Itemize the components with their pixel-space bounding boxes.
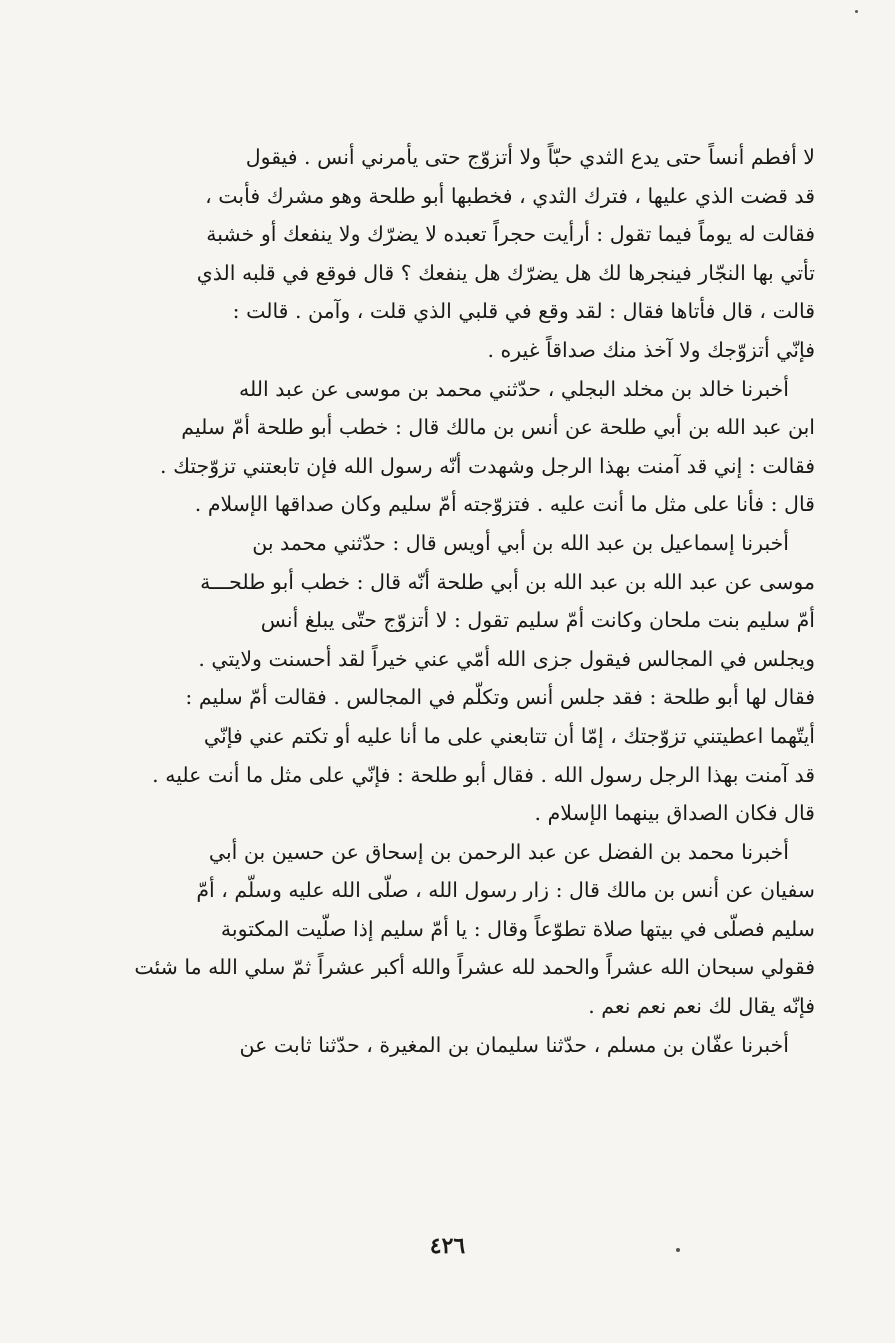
- text-line: سفيان عن أنس بن مالك قال : زار رسول الله ، صلّى الله عليه وسلّم ، أمّ: [196, 878, 815, 903]
- text-line: فقالت له يوماً فيما تقول : أرأيت حجراً تعبده لا يضرّك ولا ينفعك أو خشبة: [206, 222, 815, 247]
- text-line: قالت ، قال فأتاها فقال : لقد وقع في قلبي الذي قلت ، وآمن . قالت :: [232, 299, 815, 324]
- text-line: ويجلس في المجالس فيقول جزى الله أمّي عني خيراً لقد أحسنت ولايتي .: [198, 646, 815, 671]
- text-line: لا أفطم أنساً حتى يدع الثدي حبّاً ولا أتزوّج حتى يأمرني أنس . فيقول: [245, 145, 815, 169]
- text-line: أخبرنا خالد بن مخلد البجلي ، حدّثني محمد بن موسى عن عبد الله: [239, 376, 789, 401]
- text-line: أيتّهما اعطيتني تزوّجتك ، إمّا أن تتابعني على ما أنا عليه أو تكتم عني فإنّي: [203, 723, 815, 748]
- text-line: أمّ سليم بنت ملحان وكانت أمّ سليم تقول : لا أتزوّج حتّى يبلغ أنس: [260, 608, 815, 633]
- text-line: قد آمنت بهذا الرجل رسول الله . فقال أبو طلحة : فإنّي على مثل ما أنت عليه .: [152, 762, 815, 787]
- body-text: [96, 138, 815, 1064]
- text-line: قال : فأنا على مثل ما أنت عليه . فتزوّجته أمّ سليم وكان صداقها الإسلام .: [194, 492, 815, 517]
- text-line: قال فكان الصداق بينهما الإسلام .: [534, 801, 815, 826]
- text-line: أخبرنا عفّان بن مسلم ، حدّثنا سليمان بن المغيرة ، حدّثنا ثابت عن: [239, 1032, 789, 1057]
- text-line: موسى عن عبد الله بن عبد الله بن أبي طلحة أنّه قال : خطب أبو طلحـــة: [200, 569, 815, 594]
- text-line: أخبرنا محمد بن الفضل عن عبد الرحمن بن إسحاق عن حسين بن أبي: [208, 839, 789, 864]
- text-line: قد قضت الذي عليها ، فترك الثدي ، فخطبها أبو طلحة وهو مشرك فأبت ،: [205, 183, 815, 208]
- ink-speck: [855, 10, 858, 13]
- text-line: فقولي سبحان الله عشراً والحمد لله عشراً والله أكبر عشراً ثمّ سلي الله ما شئت: [134, 955, 815, 980]
- text-line: فقالت : إني قد آمنت بهذا الرجل وشهدت أنّه رسول الله فإن تابعتني تزوّجتك .: [160, 453, 815, 478]
- text-line: أخبرنا إسماعيل بن عبد الله بن أبي أويس قال : حدّثني محمد بن: [252, 530, 789, 555]
- text-line: سليم فصلّى في بيتها صلاة تطوّعاً وقال : يا أمّ سليم إذا صلّيت المكتوبة: [220, 916, 815, 941]
- text-line: فإنّي أتزوّجك ولا آخذ منك صداقاً غيره .: [487, 337, 815, 362]
- text-line: فقال لها أبو طلحة : فقد جلس أنس وتكلّم في المجالس . فقالت أمّ سليم :: [185, 685, 815, 710]
- text-line: تأتي بها النجّار فينجرها لك هل يضرّك هل ينفعك ؟ قال فوقع في قلبه الذي: [196, 260, 815, 285]
- text-line: ابن عبد الله بن أبي طلحة عن أنس بن مالك قال : خطب أبو طلحة أمّ سليم: [181, 415, 815, 440]
- text-line: فإنّه يقال لك نعم نعم نعم .: [588, 994, 815, 1019]
- page-number: ٤٢٦: [429, 1233, 466, 1259]
- ink-speck: [676, 1248, 680, 1252]
